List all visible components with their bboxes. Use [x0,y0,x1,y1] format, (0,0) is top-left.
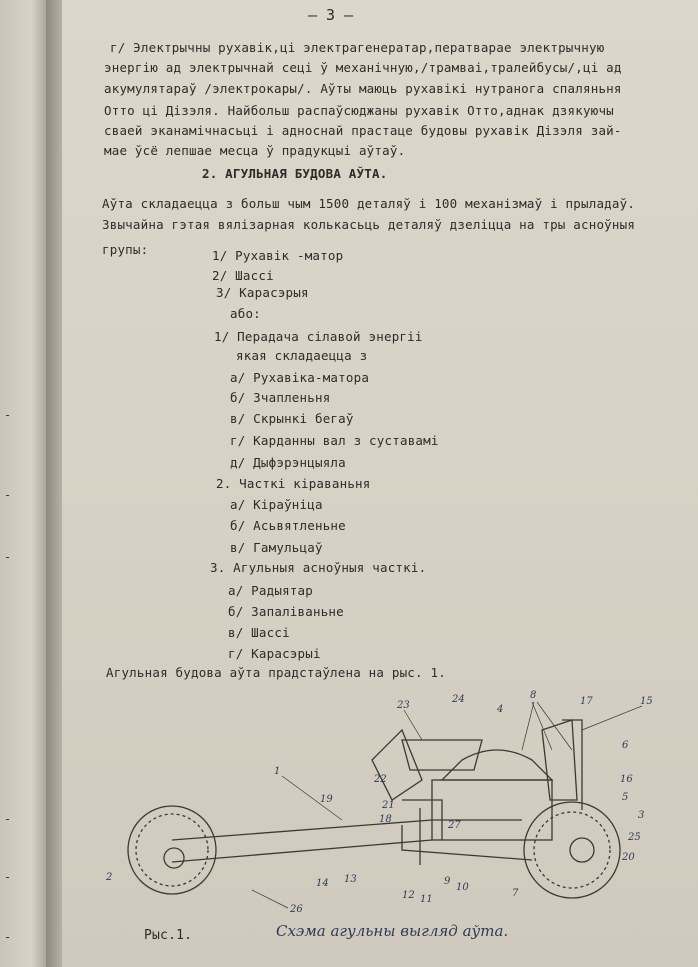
paragraph-line: энергію ад электрычнай сеці ў механічную,/трамваі,тралейбусы/,ці ад [104,60,622,75]
page-number: — 3 — [308,6,354,24]
group-title: 1/ Перадача сілавой энергіі [214,329,423,344]
paragraph-line: Отто ці Дізэля. Найбольш распаўсюджаны рухавік Отто,аднак дзякуючы [104,103,614,118]
figure-reference: Агульная будова аўта прадстаўлена на рыс. 1. [106,665,446,680]
left-margin-mark: - [4,930,12,944]
figure-callout: 5 [622,792,629,803]
figure-callout: 26 [290,904,303,915]
group-item: в/ Шассі [228,625,290,640]
left-margin-mark: - [4,488,12,502]
figure-callout: 6 [622,740,629,751]
section-heading: 2. АГУЛЬНАЯ БУДОВА АЎТА. [202,166,388,181]
front-wheel-shape [128,806,216,894]
intro-line: Аўта складаецца з больш чым 1500 деталяў і 100 механізмаў і прыладаў. [102,196,636,211]
paragraph-line: мае ўсё лепшае месца ў прадукцыі аўтаў. [104,143,406,158]
group-item: в/ Гамульцаў [230,540,323,555]
group-item: а/ Кіраўніца [230,497,323,512]
rear-wheel-shape [524,802,620,898]
group-item: б/ Зчапленьня [230,390,331,405]
figure-callout: 25 [628,832,641,843]
group-item: б/ Запаліваньне [228,604,344,619]
or-word: або: [230,306,261,321]
figure-callout: 20 [622,852,635,863]
figure-callout: 1 [274,766,281,777]
figure-callout: 14 [316,878,329,889]
intro-line: Звычайна гэтая вялізарная колькасьць деталяў дзеліцца на тры асноўныя [102,217,636,232]
figure-callout: 17 [580,696,593,707]
figure-callout: 15 [640,696,653,707]
group-item: д/ Дыфэрэнцыяла [230,455,346,470]
left-margin-mark: - [4,550,12,564]
figure-callout: 4 [497,704,504,715]
intro-line: групы: [102,242,149,257]
figure-callout: 18 [379,814,392,825]
group-item: б/ Асьвятленьне [230,518,346,533]
paragraph-line: акумулятараў /электрокары/. Аўты маюць рухавікі нутранога спаляньня [104,81,622,96]
group-item: а/ Радыятар [228,583,313,598]
left-margin-mark: - [4,870,12,884]
left-page-edge [0,0,52,967]
left-margin-mark: - [4,812,12,826]
paragraph-line: сваей эканамічнасьці і адноснай прастаце будовы рухавік Дізэля зай- [104,123,622,138]
document-page [62,0,698,967]
figure-caption-label: Рыс.1. [144,928,193,943]
figure-callout: 21 [382,800,395,811]
group-item: а/ Рухавіка-матора [230,370,370,385]
handwritten-caption: Схэма агульны выгляд аўта. [276,922,509,940]
figure-callout: 22 [374,774,387,785]
figure-callout: 3 [638,810,645,821]
tractor-diagram [102,690,662,920]
left-margin-mark: - [4,408,12,422]
figure-callout: 11 [420,894,433,905]
figure-callout: 7 [512,888,519,899]
figure-callout: 24 [452,694,465,705]
figure-callout: 2 [106,872,113,883]
group-subtitle: якая складаецца з [236,348,368,363]
paragraph-line: г/ Электрычны рухавік,ці электрагенератар,ператвараe электрычную [110,40,605,55]
group-title: 3. Агульныя асноўныя часткі. [210,560,427,575]
figure-callout: 27 [448,820,461,831]
group-item: в/ Скрынкі бегаў [230,411,354,426]
group-list-item: 1/ Рухавік -матор [212,248,344,263]
figure-callout: 19 [320,794,333,805]
figure-callout: 12 [402,890,415,901]
figure-callout: 16 [620,774,633,785]
group-item: г/ Карасэрыі [228,646,321,661]
figure-callout: 23 [397,700,410,711]
figure-callout: 13 [344,874,357,885]
figure-callout: 10 [456,882,469,893]
figure-callout: 9 [444,876,451,887]
group-list-item: 2/ Шассі [212,268,274,283]
group-list-item: 3/ Карасэрыя [216,285,309,300]
group-title: 2. Часткі кіраваньня [216,476,371,491]
figure-callout: 8 [530,690,537,701]
group-item: г/ Карданны вал з суставамі [230,433,439,448]
